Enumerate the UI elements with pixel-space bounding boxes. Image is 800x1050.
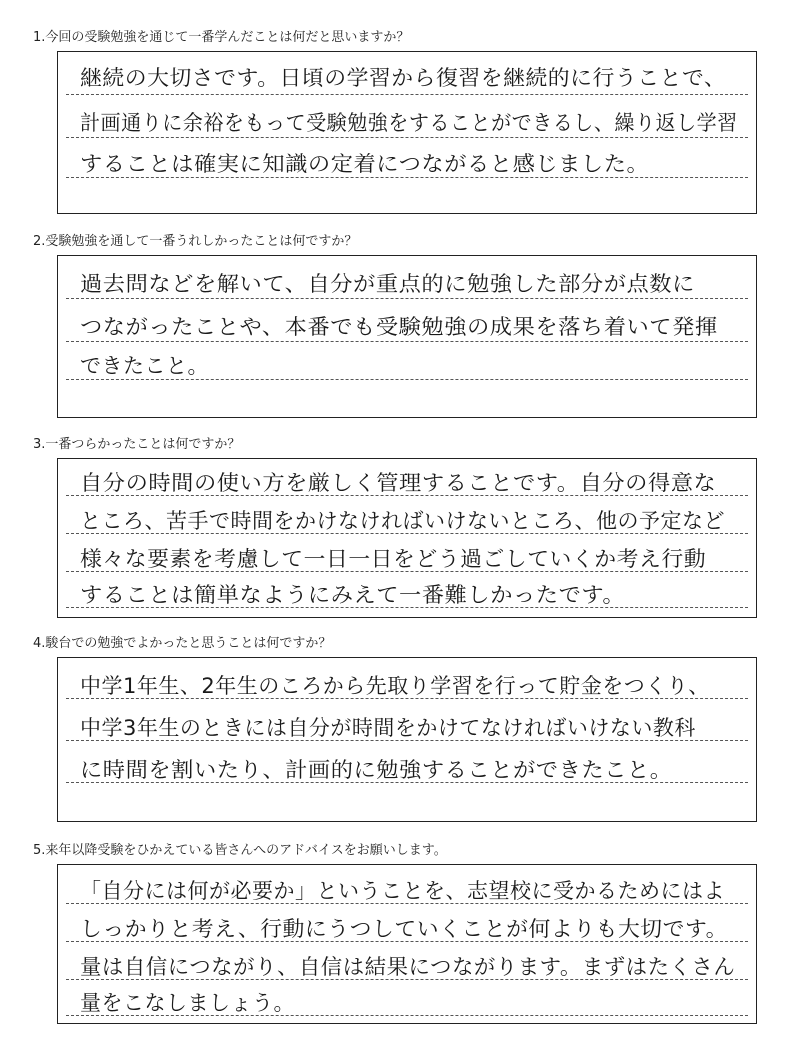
handwritten-answer-line: 「自分には何が必要か」ということを、志望校に受かるためにはよ xyxy=(80,879,725,903)
handwritten-answer-line: することは確実に知識の定着につながると感じました。 xyxy=(80,152,650,176)
handwritten-answer-line: 過去問などを解いて、自分が重点的に勉強した部分が点数に xyxy=(80,272,695,296)
handwritten-answer-line: 中学1年生、2年生のころから先取り学習を行って貯金をつくり、 xyxy=(80,674,710,698)
handwritten-answer-line: ところ、苦手で時間をかけなければいけないところ、他の予定など xyxy=(80,509,725,533)
answer-line xyxy=(66,298,748,299)
handwritten-answer-line: 量をこなしましょう。 xyxy=(80,991,295,1015)
answer-box-5 xyxy=(57,864,757,1024)
handwritten-answer-line: 量は自信につながり、自信は結果につながります。まずはたくさん xyxy=(80,955,736,979)
handwritten-answer-line: しっかりと考え、行動にうつしていくことが何よりも大切です。 xyxy=(80,917,729,941)
handwritten-answer-line: することは簡単なようにみえて一番難しかったです。 xyxy=(80,583,626,607)
answer-box-3 xyxy=(57,458,757,618)
answer-line xyxy=(66,137,748,138)
answer-line xyxy=(66,94,748,95)
question-4-label: 4.駿台での勉強でよかったと思うことは何ですか？ xyxy=(33,636,332,651)
question-3-label: 3.一番つらかったことは何ですか？ xyxy=(33,437,241,452)
handwritten-answer-line: に時間を割いたり、計画的に勉強することができたこと。 xyxy=(80,758,673,782)
handwritten-answer-line: できたこと。 xyxy=(80,354,209,378)
handwritten-answer-line: 継続の大切さです。日頃の学習から復習を継続的に行うことで、 xyxy=(80,66,727,90)
answer-box-4 xyxy=(57,657,757,822)
question-5-label: 5.来年以降受験をひかえている皆さんへのアドバイスをお願いします。 xyxy=(33,843,447,858)
handwritten-answer-line: 計画通りに余裕をもって受験勉強をすることができるし、繰り返し学習 xyxy=(80,111,738,135)
handwritten-answer-line: つながったことや、本番でも受験勉強の成果を落ち着いて発揮 xyxy=(80,315,718,339)
answer-line xyxy=(66,341,748,342)
answer-box-1 xyxy=(57,51,757,214)
handwritten-answer-line: 中学3年生のときには自分が時間をかけてなければいけない教科 xyxy=(80,716,696,740)
question-1-label: 1.今回の受験勉強を通じて一番学んだことは何だと思いますか？ xyxy=(33,30,410,45)
answer-box-2 xyxy=(57,255,757,418)
handwritten-answer-line: 様々な要素を考慮して一日一日をどう過ごしていくか考え行動 xyxy=(80,547,707,571)
question-2-label: 2.受験勉強を通して一番うれしかったことは何ですか？ xyxy=(33,234,358,249)
handwritten-answer-line: 自分の時間の使い方を厳しく管理することです。自分の得意な xyxy=(80,471,717,495)
